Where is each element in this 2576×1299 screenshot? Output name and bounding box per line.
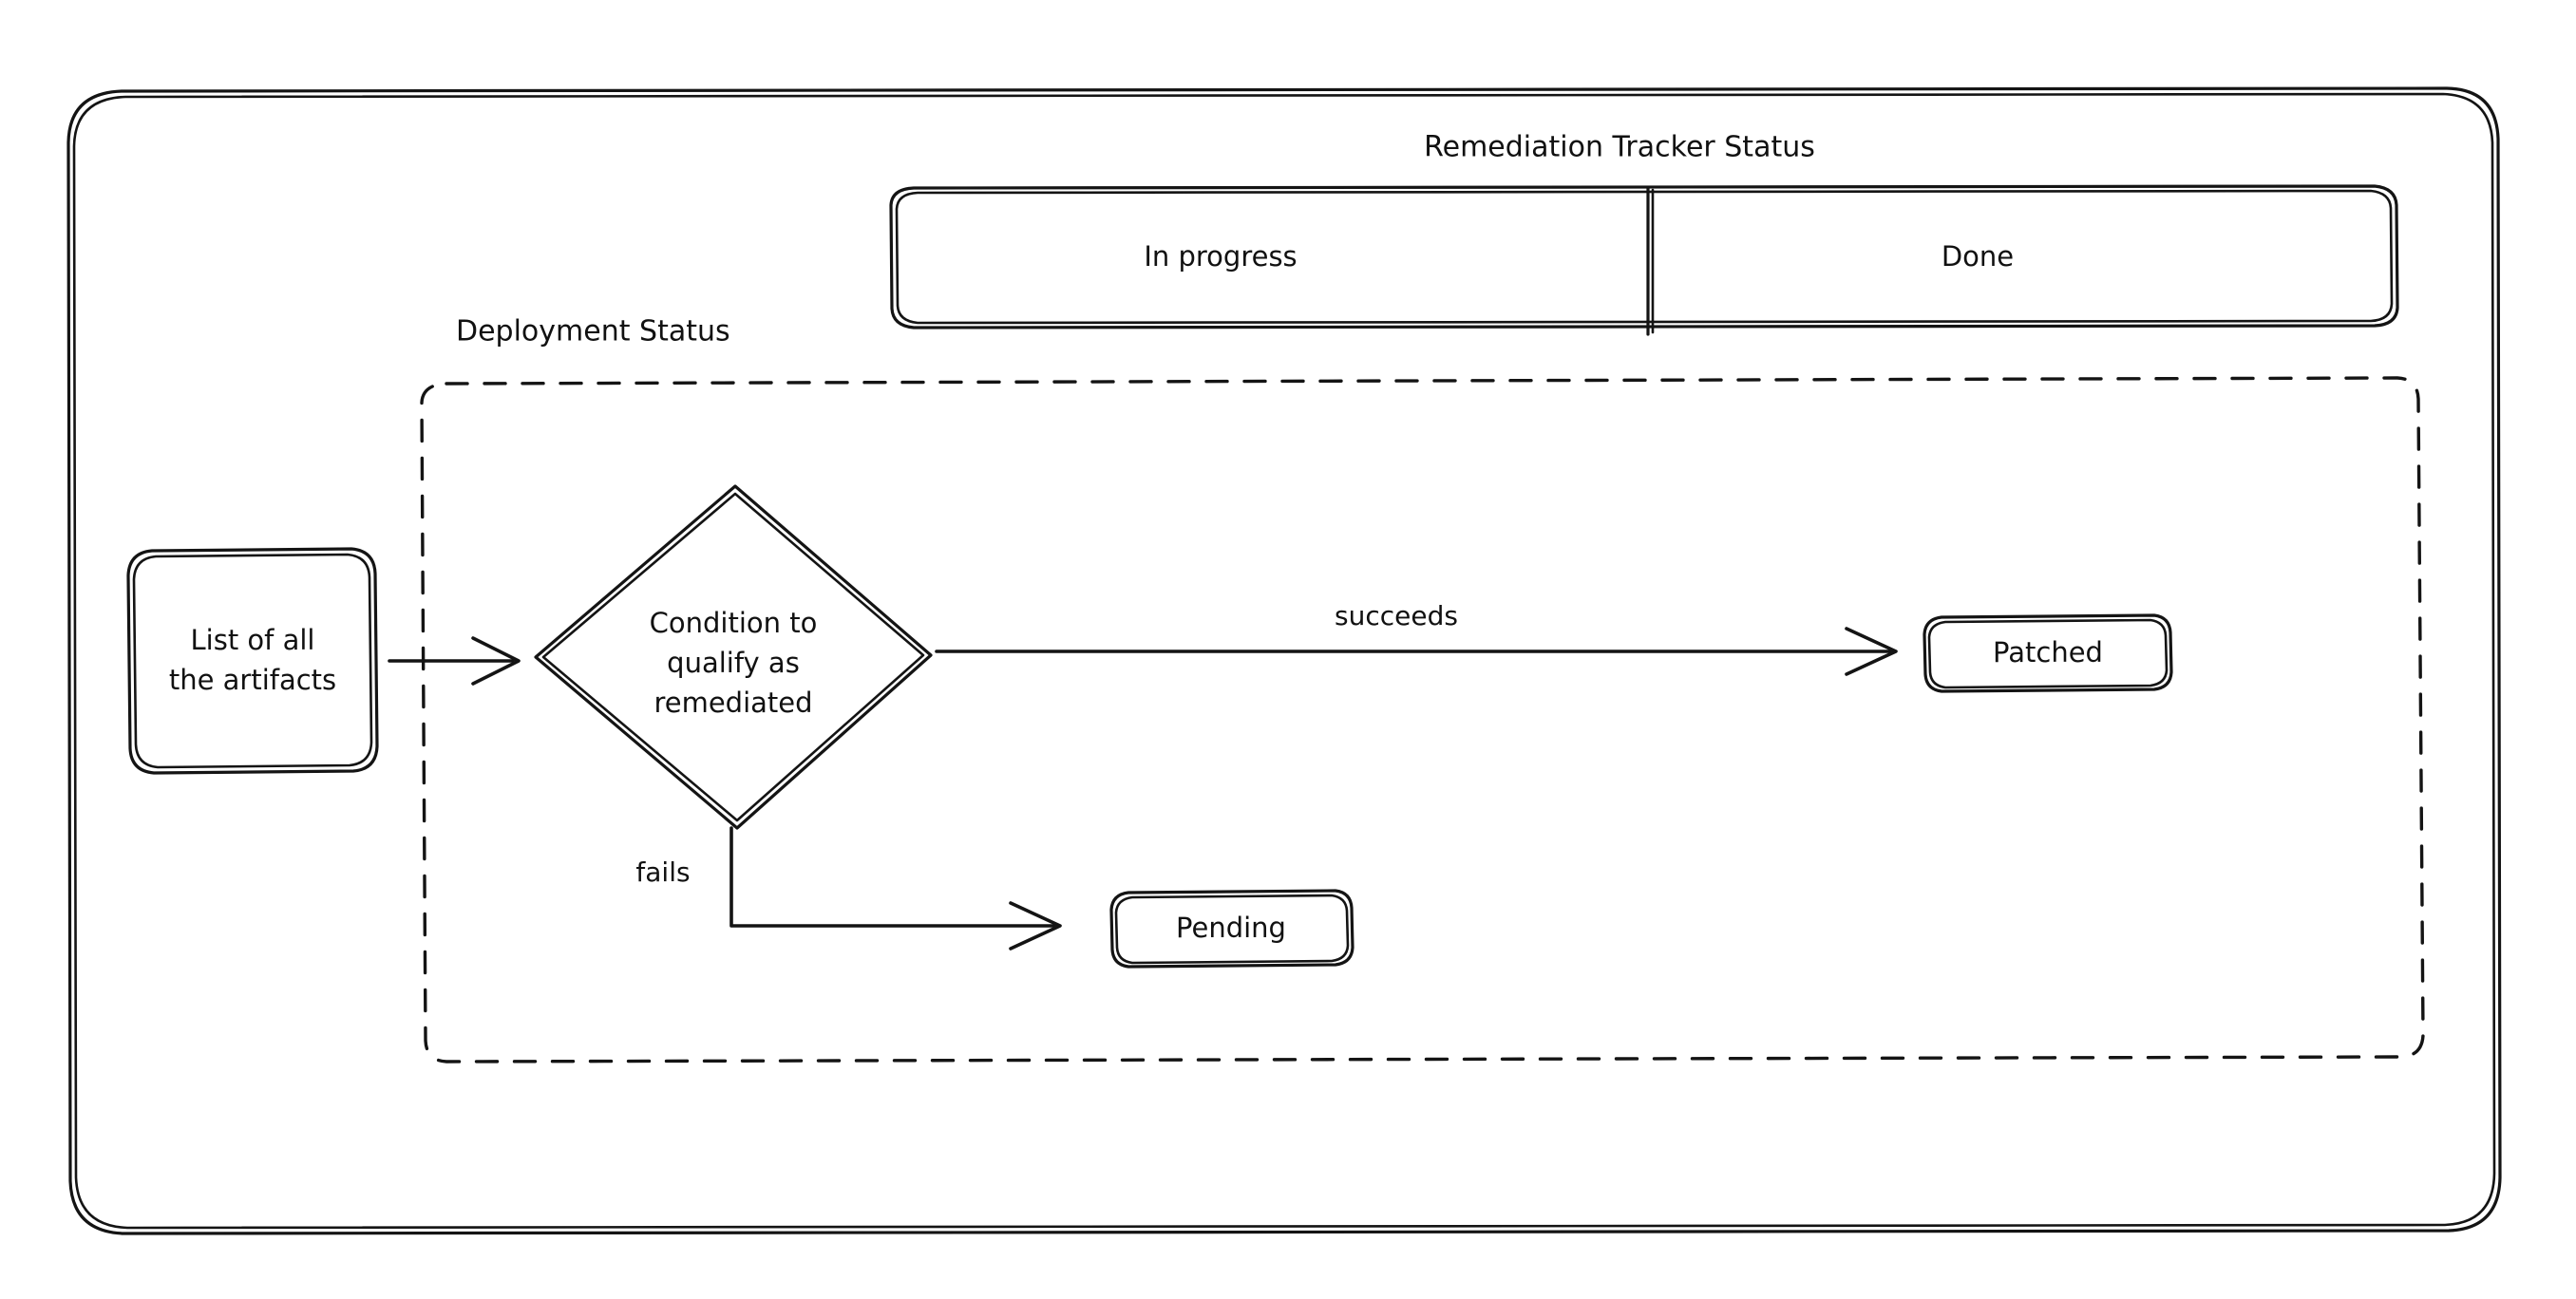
node-condition-label-line1: Condition to [649, 607, 818, 639]
edge-label-succeeds: succeeds [1335, 600, 1458, 631]
edge-label-fails: fails [635, 857, 691, 888]
tracker-segment-in-progress-label: In progress [1144, 240, 1297, 273]
node-list-of-artifacts [128, 549, 377, 773]
node-list-of-artifacts-label-line2: the artifacts [168, 664, 337, 696]
node-condition-label-line3: remediated [653, 687, 813, 719]
tracker-segment-done-label: Done [1941, 240, 2015, 273]
node-patched-label: Patched [1993, 636, 2103, 668]
diagram-title: Remediation Tracker Status [1424, 130, 1815, 164]
node-pending-label: Pending [1176, 912, 1286, 944]
group-label-deployment-status: Deployment Status [456, 314, 730, 348]
edge-artifacts-to-condition [389, 638, 519, 684]
edge-condition-to-patched [937, 629, 1896, 674]
edge-condition-to-pending [731, 828, 1060, 949]
node-condition-label-line2: qualify as [667, 647, 800, 679]
remediation-tracker-bar [891, 186, 2397, 334]
node-list-of-artifacts-label-line1: List of all [190, 624, 315, 656]
deployment-status-group-boundary [422, 378, 2423, 1062]
